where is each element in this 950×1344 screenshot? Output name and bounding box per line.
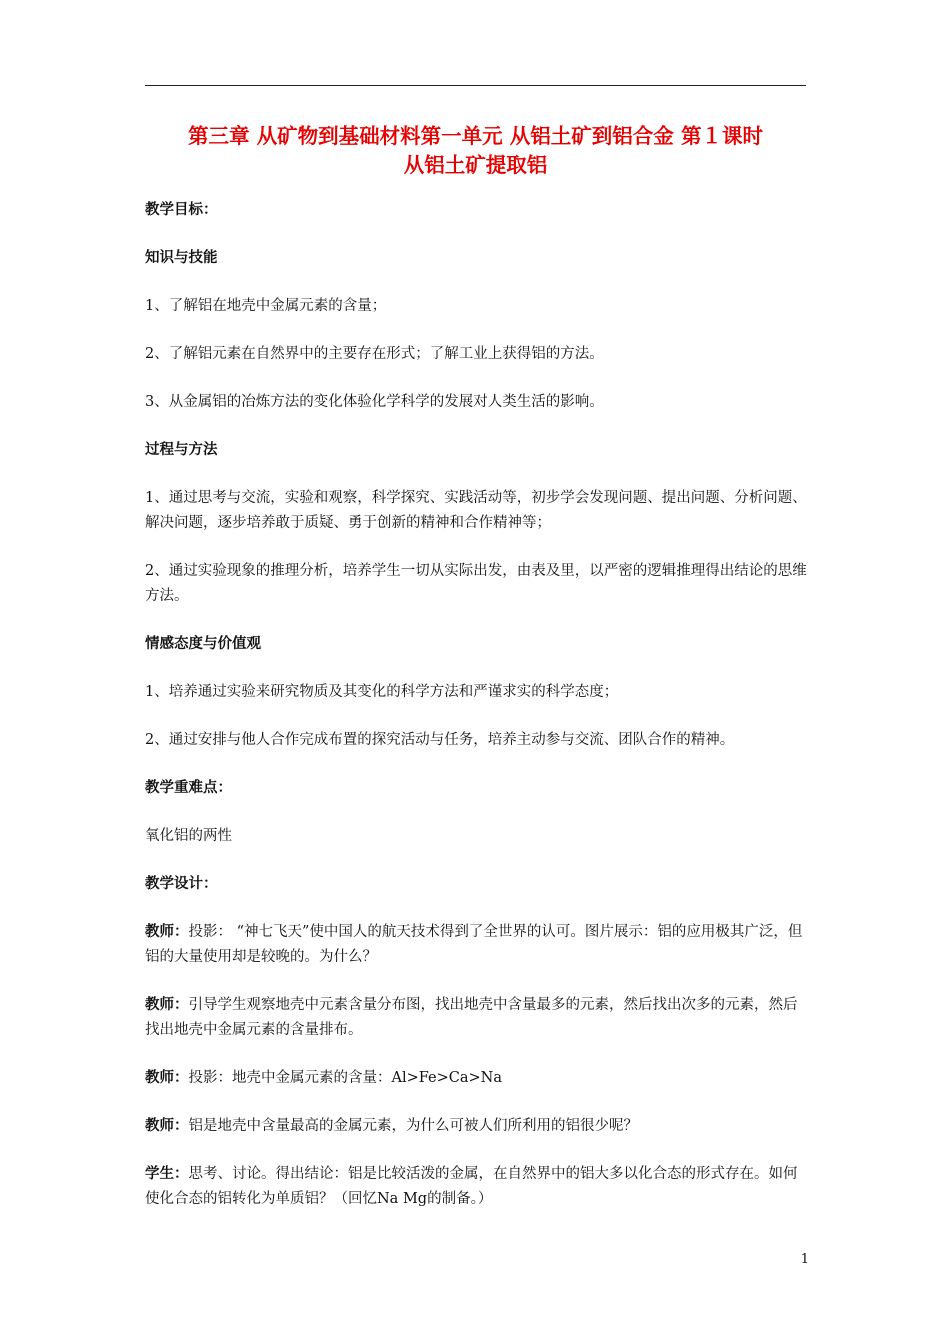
dialogue-text: 铝是地壳中含量最高的金属元素，为什么可被人们所利用的铝很少呢？ — [188, 1118, 638, 1134]
dialogue-text: 思考、讨论。得出结论：铝是比较活泼的金属，在自然界中的铝大多以化合态的形式存在。如何使化合态的铝转化为单质铝？（回忆Na Mg的制备。） — [145, 1166, 798, 1207]
emotion-heading: 情感态度与价值观 — [145, 636, 261, 652]
knowledge-item: 3、从金属铝的冶炼方法的变化体验化学科学的发展对人类生活的影响。 — [145, 394, 604, 410]
dialogue-paragraph — [145, 920, 810, 970]
page-number: 1 — [800, 1252, 809, 1267]
document-body — [145, 198, 810, 1235]
knowledge-item: 1、了解铝在地壳中金属元素的含量； — [145, 298, 387, 314]
speaker-label: 教师： — [145, 924, 189, 940]
document-title — [145, 122, 806, 180]
knowledge-heading: 知识与技能 — [145, 250, 218, 266]
title-line-2: 从铝土矿提取铝 — [403, 153, 548, 177]
goals-heading: 教学目标： — [145, 202, 218, 218]
dialogue-text: 投影： “神七飞天”使中国人的航天技术得到了全世界的认可。图片展示：铝的应用极其广泛，但铝的大量使用却是较晚的。为什么？ — [145, 924, 803, 965]
dialogue-paragraph — [145, 993, 810, 1043]
emotion-item: 1、培养通过实验来研究物质及其变化的科学方法和严谨求实的科学态度； — [145, 684, 619, 700]
speaker-label: 教师： — [145, 1070, 189, 1086]
emotion-item: 2、通过安排与他人合作完成布置的探究活动与任务，培养主动参与交流、团队合作的精神。 — [145, 732, 735, 748]
header-rule — [145, 85, 806, 86]
dialogue-text: 投影：地壳中金属元素的含量：Al>Fe>Ca>Na — [188, 1070, 502, 1086]
speaker-label: 教师： — [145, 1118, 189, 1134]
design-heading: 教学设计： — [145, 876, 218, 892]
dialogue-paragraph — [145, 1114, 810, 1139]
knowledge-item: 2、了解铝元素在自然界中的主要存在形式；了解工业上获得铝的方法。 — [145, 346, 604, 362]
process-item: 2、通过实验现象的推理分析，培养学生一切从实际出发，由表及里，以严密的逻辑推理得出结论的思维方法。 — [145, 563, 807, 604]
dialogue-paragraph — [145, 1066, 810, 1091]
title-line-1: 第三章 从矿物到基础材料第一单元 从铝土矿到铝合金 第１课时 — [188, 124, 763, 148]
speaker-label: 教师： — [145, 997, 189, 1013]
dialogue-text: 引导学生观察地壳中元素含量分布图，找出地壳中含量最多的元素，然后找出次多的元素，然后找出地壳中金属元素的含量排布。 — [145, 997, 798, 1038]
process-item: 1、通过思考与交流，实验和观察，科学探究、实践活动等，初步学会发现问题、提出问题、分析问题、解决问题，逐步培养敢于质疑、勇于创新的精神和合作精神等； — [145, 490, 807, 531]
key-text: 氧化铝的两性 — [145, 828, 232, 844]
dialogue-paragraph — [145, 1162, 810, 1212]
process-heading: 过程与方法 — [145, 442, 218, 458]
speaker-label: 学生： — [145, 1166, 189, 1182]
key-heading: 教学重难点： — [145, 780, 232, 796]
